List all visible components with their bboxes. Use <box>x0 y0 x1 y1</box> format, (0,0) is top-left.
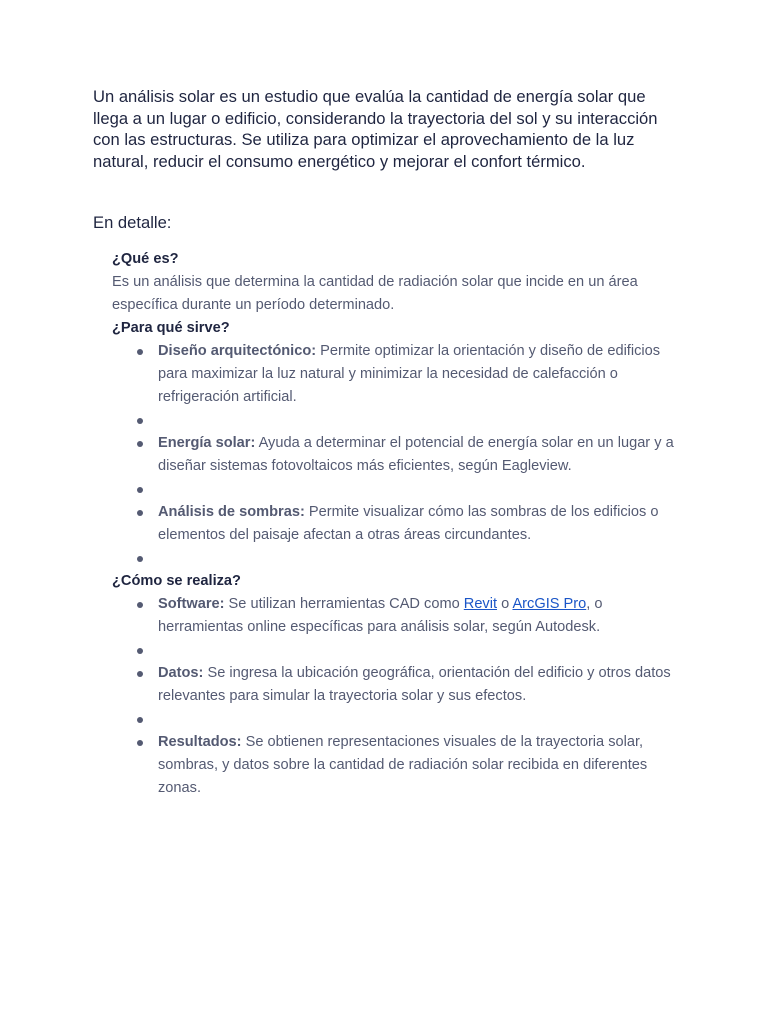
bullet-icon <box>137 602 143 608</box>
revit-link[interactable]: Revit <box>463 596 498 612</box>
desc-diseno: Permite optimizar la orientación y diseño de edificios para maximizar la luz natural y minimizar la necesidad de calefacción o refrigeración artificial. <box>158 343 661 405</box>
heading-que-es: ¿Qué es? <box>112 251 179 267</box>
detail-label: En detalle: <box>93 213 172 232</box>
heading-como-se-realiza: ¿Cómo se realiza? <box>112 573 241 589</box>
bullet-icon <box>137 441 143 447</box>
detail-section <box>112 248 692 800</box>
desc-software-mid: o <box>497 596 513 612</box>
bullet-icon <box>137 487 143 493</box>
intro-paragraph: Un análisis solar es un estudio que evalúa la cantidad de energía solar que llega a un lugar o edificio, considerando la trayectoria del sol y su interacción con las estructuras. Se utiliza para optimizar el aprovechamiento de la luz natural, reducir el consumo energético y mejorar el confort térmico. <box>93 87 658 171</box>
list-item-resultados <box>112 731 678 800</box>
term-software: Software: <box>158 596 225 612</box>
bullet-icon <box>137 671 143 677</box>
bullet-icon <box>137 349 143 355</box>
desc-datos: Se ingresa la ubicación geográfica, orientación del edificio y otros datos relevantes para simular la trayectoria solar y sus efectos. <box>158 665 671 704</box>
term-diseno: Diseño arquitectónico: <box>158 343 317 359</box>
desc-software-before: Se utilizan herramientas CAD como <box>224 596 464 612</box>
list-item-empty <box>112 639 678 662</box>
bullet-icon <box>137 510 143 516</box>
que-es-paragraph: Es un análisis que determina la cantidad de radiación solar que incide en un área específica durante un período determinado. <box>112 274 638 313</box>
bullet-icon <box>137 740 143 746</box>
list-item-empty <box>112 547 678 570</box>
desc-energia: Ayuda a determinar el potencial de energía solar en un lugar y a diseñar sistemas fotovoltaicos más eficientes, según Eagleview. <box>158 435 674 474</box>
bullet-icon <box>137 717 143 723</box>
desc-sombras: Permite visualizar cómo las sombras de los edificios o elementos del paisaje afectan a otras áreas circundantes. <box>158 504 659 543</box>
list-item-diseno <box>112 340 678 409</box>
term-energia: Energía solar: <box>158 435 256 451</box>
para-que-list <box>112 340 692 570</box>
heading-para-que-sirve: ¿Para qué sirve? <box>112 320 230 336</box>
list-item-sombras <box>112 501 678 547</box>
bullet-icon <box>137 556 143 562</box>
list-item-empty <box>112 409 678 432</box>
list-item-datos <box>112 662 678 708</box>
desc-resultados: Se obtienen representaciones visuales de la trayectoria solar, sombras, y datos sobre la cantidad de radiación solar recibida en diferentes zonas. <box>158 734 648 796</box>
term-sombras: Análisis de sombras: <box>158 504 305 520</box>
como-list <box>112 593 692 800</box>
list-item-energia <box>112 432 678 478</box>
term-resultados: Resultados: <box>158 734 242 750</box>
arcgis-pro-link[interactable]: ArcGIS Pro <box>512 596 587 612</box>
list-item-software <box>112 593 678 639</box>
term-datos: Datos: <box>158 665 204 681</box>
list-item-empty <box>112 708 678 731</box>
bullet-icon <box>137 648 143 654</box>
list-item-empty <box>112 478 678 501</box>
bullet-icon <box>137 418 143 424</box>
desc-software-after: , o herramientas online específicas para análisis solar, según Autodesk. <box>158 596 603 635</box>
